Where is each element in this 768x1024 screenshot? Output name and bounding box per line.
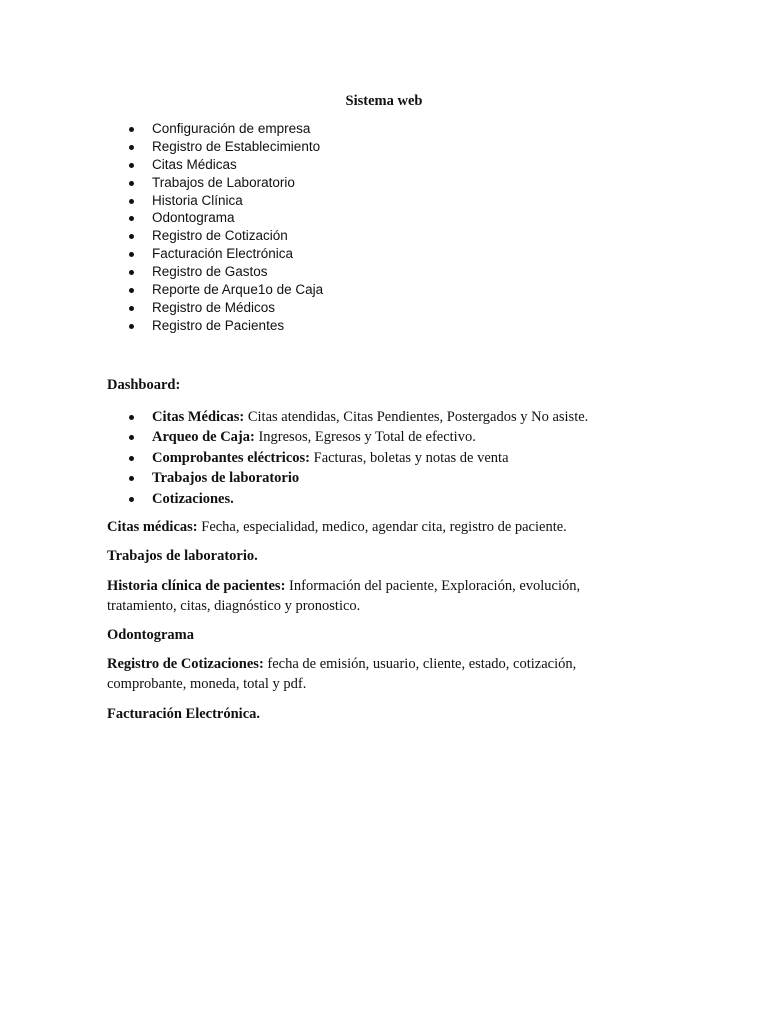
dashboard-heading: Dashboard: xyxy=(107,377,181,393)
bullet-icon xyxy=(129,127,134,132)
list-item xyxy=(126,317,323,335)
section-text: fecha de emisión, usuario, cliente, estado, cotización, comprobante, moneda, total y pdf. xyxy=(107,656,577,692)
item-label: Citas Médicas: xyxy=(152,409,245,425)
bullet-icon xyxy=(129,234,134,239)
module-label: Registro de Médicos xyxy=(152,299,276,315)
bullet-icon xyxy=(129,199,134,204)
section-label: Trabajos de laboratorio. xyxy=(107,548,258,564)
bullet-icon xyxy=(129,306,134,311)
list-item xyxy=(126,468,588,488)
item-text: Citas atendidas, Citas Pendientes, Postergados y No asiste. xyxy=(244,409,589,425)
list-item xyxy=(126,174,323,192)
bullet-icon xyxy=(129,324,134,329)
module-label: Facturación Electrónica xyxy=(152,246,294,262)
bullet-icon xyxy=(129,181,134,186)
list-item xyxy=(126,227,323,245)
module-label: Historia Clínica xyxy=(152,192,243,208)
module-label: Citas Médicas xyxy=(152,156,237,172)
module-label: Odontograma xyxy=(152,210,235,226)
module-label: Registro de Establecimiento xyxy=(152,138,321,154)
list-item xyxy=(126,120,323,138)
list-item xyxy=(126,138,323,156)
item-text: Facturas, boletas y notas de venta xyxy=(310,449,509,466)
bullet-icon xyxy=(129,163,134,168)
list-item xyxy=(126,192,323,210)
section-text: Información del paciente, Exploración, evolución, tratamiento, citas, diagnóstico y pronostico. xyxy=(107,578,581,614)
section-label: Historia clínica de pacientes: xyxy=(107,578,286,594)
section-registro-cotizaciones xyxy=(107,655,627,694)
bullet-icon xyxy=(129,288,134,293)
bullet-icon xyxy=(129,252,134,257)
module-label: Configuración de empresa xyxy=(152,121,311,136)
module-label: Trabajos de Laboratorio xyxy=(152,174,295,190)
list-item xyxy=(126,448,588,468)
section-trabajos-laboratorio xyxy=(107,547,627,567)
list-item xyxy=(126,407,588,427)
bullet-icon xyxy=(129,270,134,275)
item-label: Trabajos de laboratorio xyxy=(152,470,300,487)
section-odontograma xyxy=(107,626,627,646)
module-label: Registro de Gastos xyxy=(152,264,268,280)
list-item xyxy=(126,156,323,174)
section-label: Registro de Cotizaciones: xyxy=(107,656,264,672)
bullet-icon xyxy=(129,456,134,461)
section-historia-clinica xyxy=(107,577,627,616)
list-item xyxy=(126,489,588,509)
bullet-icon xyxy=(129,216,134,221)
list-item xyxy=(126,427,588,447)
section-label: Odontograma xyxy=(107,627,194,643)
section-text: Fecha, especialidad, medico, agendar cita, registro de paciente. xyxy=(197,519,567,535)
modules-list xyxy=(126,120,323,335)
list-item xyxy=(126,263,323,281)
section-citas-medicas xyxy=(107,518,627,538)
bullet-icon xyxy=(129,435,134,440)
section-label: Citas médicas: xyxy=(107,519,198,535)
list-item xyxy=(126,245,323,263)
bullet-icon xyxy=(129,497,134,502)
module-label: Reporte de Arque1o de Caja xyxy=(152,282,324,298)
module-label: Registro de Pacientes xyxy=(152,317,285,333)
bullet-icon xyxy=(129,476,134,481)
bullet-icon xyxy=(129,145,134,150)
item-label: Arqueo de Caja: xyxy=(152,429,255,446)
item-label: Comprobantes eléctricos: xyxy=(152,449,310,466)
item-text: Ingresos, Egresos y Total de efectivo. xyxy=(254,429,476,446)
list-item xyxy=(126,281,323,299)
list-item xyxy=(126,299,323,317)
item-label: Cotizaciones. xyxy=(152,490,234,507)
list-item xyxy=(126,209,323,227)
dashboard-list xyxy=(126,407,588,509)
bullet-icon xyxy=(129,415,134,420)
module-label: Registro de Cotización xyxy=(152,228,288,244)
document-title: Sistema web xyxy=(345,93,423,109)
section-facturacion-electronica xyxy=(107,705,627,725)
section-label: Facturación Electrónica. xyxy=(107,706,261,722)
